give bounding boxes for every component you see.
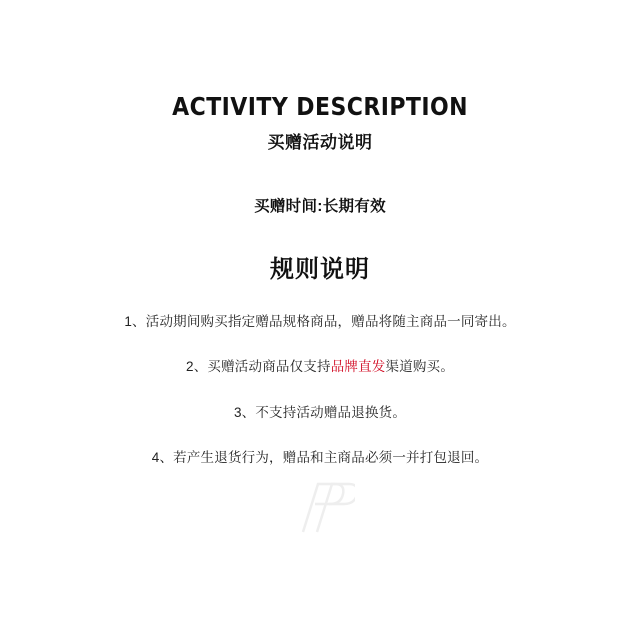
rules-list [0, 312, 640, 468]
rule-2-text-prefix: 2、买赠活动商品仅支持 [185, 359, 331, 375]
brand-watermark-icon [285, 480, 355, 536]
rule-item-4 [152, 448, 489, 468]
page-title-english: ACTIVITY DESCRIPTION [172, 92, 468, 121]
activity-period-text: 买赠时间:长期有效 [254, 198, 386, 215]
rule-1-text: 1、活动期间购买指定赠品规格商品，赠品将随主商品一同寄出。 [124, 314, 516, 329]
page-title-chinese: 买赠活动说明 [267, 133, 373, 152]
rule-item-1 [124, 312, 515, 332]
rule-2-text-suffix: 渠道购买。 [385, 359, 455, 375]
rule-2-highlight: 品牌直发 [330, 359, 386, 375]
rules-section-title: 规则说明 [270, 256, 370, 283]
rule-item-3 [234, 403, 406, 423]
rule-item-2 [186, 357, 454, 377]
rule-4-text: 4、若产生退货行为，赠品和主商品必须一并打包退回。 [151, 449, 489, 465]
rule-3-text: 3、不支持活动赠品退换货。 [233, 404, 407, 420]
